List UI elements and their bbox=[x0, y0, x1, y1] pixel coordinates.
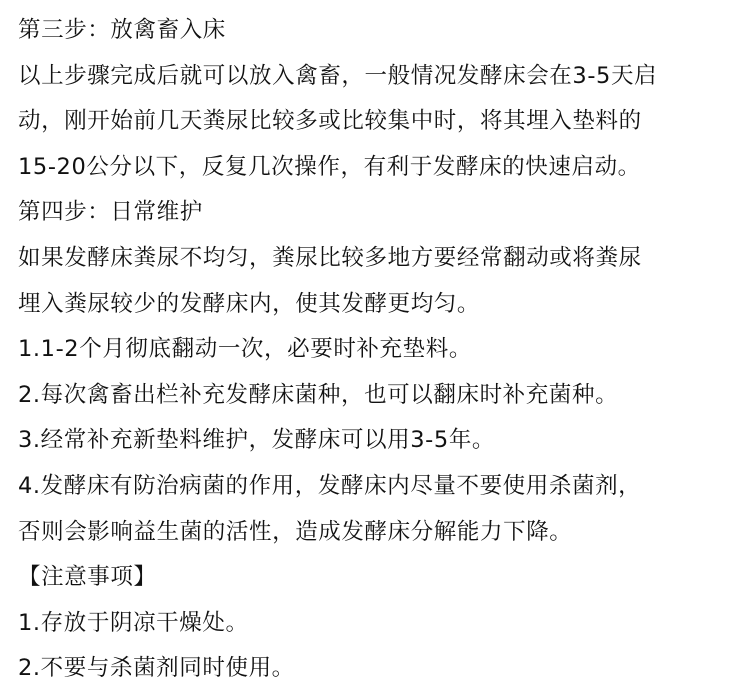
paragraph-line: 埋入粪尿较少的发酵床内，使其发酵更均匀。 bbox=[18, 290, 481, 317]
step4-heading: 第四步：日常维护 bbox=[18, 199, 203, 226]
list-item-continuation: 否则会影响益生菌的活性，造成发酵床分解能力下降。 bbox=[18, 518, 573, 545]
paragraph-line: 15-20公分以下，反复几次操作，有利于发酵床的快速启动。 bbox=[18, 153, 641, 180]
paragraph-line: 如果发酵床粪尿不均匀，粪尿比较多地方要经常翻动或将粪尿 bbox=[18, 244, 642, 271]
document-body bbox=[18, 8, 744, 692]
notes-heading: 【注意事项】 bbox=[18, 564, 157, 591]
list-item: 2.不要与杀菌剂同时使用。 bbox=[18, 655, 295, 682]
list-item: 2.每次禽畜出栏补充发酵床菌种，也可以翻床时补充菌种。 bbox=[18, 381, 619, 408]
list-item: 1.存放于阴凉干燥处。 bbox=[18, 609, 249, 636]
paragraph-line: 动，刚开始前几天粪尿比较多或比较集中时，将其埋入垫料的 bbox=[18, 108, 642, 135]
step3-heading: 第三步：放禽畜入床 bbox=[18, 17, 226, 43]
list-item: 1.1-2个月彻底翻动一次，必要时补充垫料。 bbox=[18, 336, 472, 363]
list-item: 4.发酵床有防治病菌的作用，发酵床内尽量不要使用杀菌剂， bbox=[18, 472, 642, 499]
paragraph-line: 以上步骤完成后就可以放入禽畜，一般情况发酵床会在3-5天启 bbox=[18, 62, 658, 89]
list-item: 3.经常补充新垫料维护，发酵床可以用3-5年。 bbox=[18, 427, 496, 454]
